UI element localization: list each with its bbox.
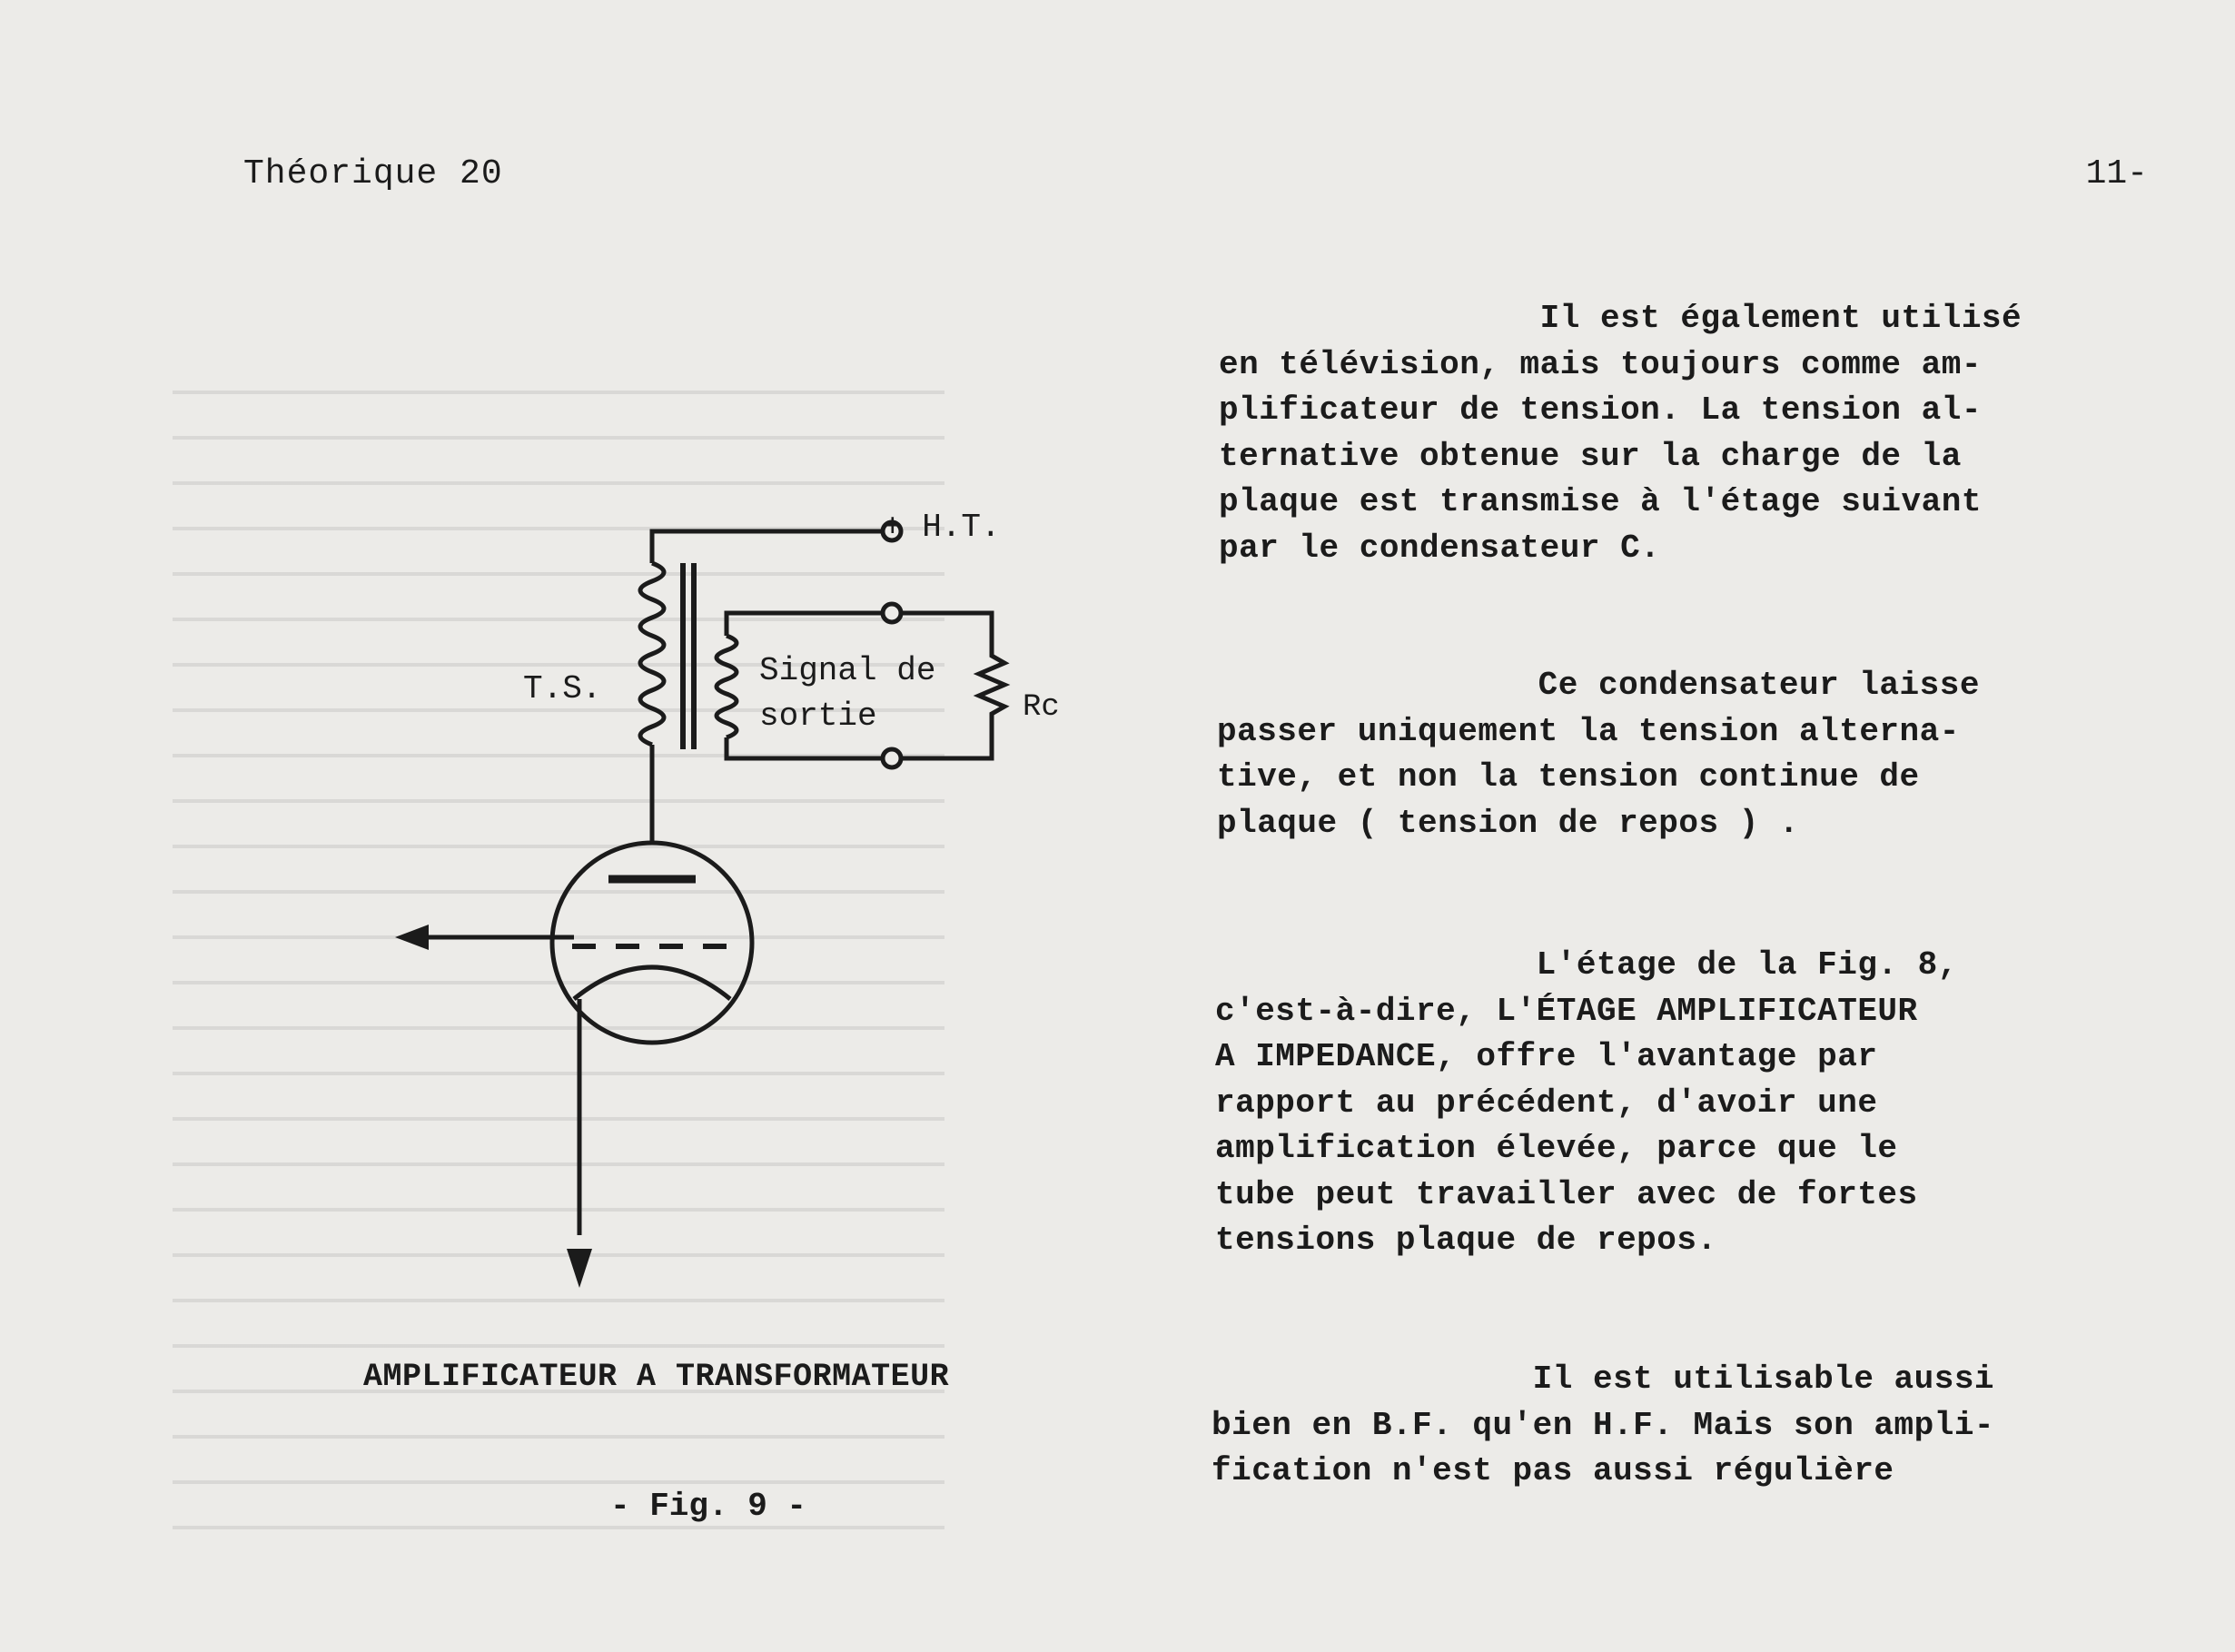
paragraph-4: Il est utilisable aussi bien en B.F. qu'en H.F. Mais son ampli- fication n'est pas aussi régulière <box>1211 1360 1995 1489</box>
rc-label: Rc <box>1023 690 1060 725</box>
ts-label: T.S. <box>523 670 602 707</box>
paragraph-2: Ce condensateur laisse passer uniquement la tension alterna- tive, et non la tension continue de plaque ( tension de repos ) . <box>1217 667 1980 842</box>
tube-cathode <box>574 967 730 999</box>
figure-caption: AMPLIFICATEUR A TRANSFORMATEUR <box>363 1359 950 1395</box>
grid-arrow-icon <box>395 925 429 950</box>
paragraph-1: Il est également utilisé en télévision, mais toujours comme am- plificateur de tension. La tension al- ternative obtenue sur la charge de la plaque est transmise à l'étage suivant par le condensateur C. <box>1219 300 2022 567</box>
circuit-diagram <box>363 509 1090 1308</box>
secondary-top-wire <box>727 613 890 636</box>
circuit-svg <box>363 509 1090 1308</box>
figure-number: - Fig. 9 - <box>610 1488 807 1525</box>
paragraph-3: L'étage de la Fig. 8, c'est-à-dire, L'ÉTAGE AMPLIFICATEUR A IMPEDANCE, offre l'avantage par rapport au précédent, d'avoir une amplification élevée, parce que le tube peut travailler avec de fortes tensions plaque de repos. <box>1215 946 1958 1259</box>
ht-label: + H.T. <box>883 509 1001 546</box>
out-terminal-bottom <box>883 749 901 767</box>
header-left: Théorique 20 <box>243 154 503 193</box>
cathode-arrow-icon <box>567 1249 592 1288</box>
secondary-coil <box>717 636 737 737</box>
primary-coil <box>640 563 664 745</box>
out-terminal-top <box>883 604 901 622</box>
tube-envelope <box>552 843 752 1043</box>
signal-label-1: Signal de <box>759 652 936 689</box>
signal-label-2: sortie <box>759 697 877 735</box>
secondary-bottom-wire <box>727 737 890 758</box>
ht-wire <box>652 531 890 563</box>
page-number: 11- <box>2085 154 2148 193</box>
